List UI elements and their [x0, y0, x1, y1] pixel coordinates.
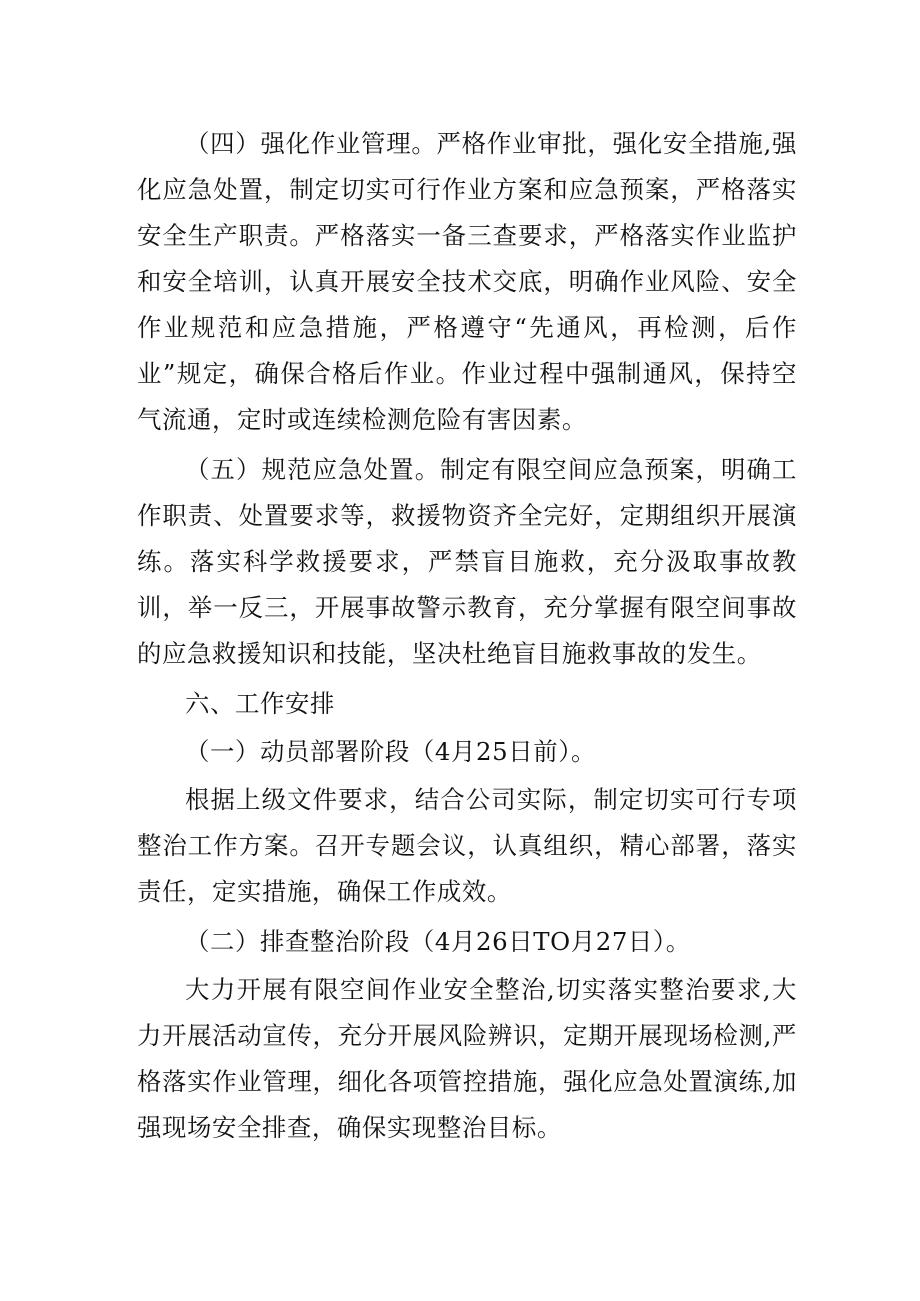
- stage-1-title: （一）动员部署阶段（4月25日前）。: [185, 737, 597, 766]
- paragraph-section-5: （五）规范应急处置。制定有限空间应急预案，明确工作职责、处置要求等，救援物资齐全完好，定期组织开展演练。落实科学救援要求，严禁盲目施救，充分汲取事故教训，举一反三，开展事故警示教育，充分掌握有限空间事故的应急救援知识和技能，坚决杜绝盲目施救事故的发生。: [137, 455, 797, 668]
- document-body: [137, 121, 797, 1155]
- stage-2-body: 大力开展有限空间作业安全整治,切实落实整治要求,大力开展活动宣传，充分开展风险辨识，定期开展现场检测,严格落实作业管理，细化各项管控措施，强化应急处置演练,加强现场安全排查，确保实现整治目标。: [137, 975, 797, 1142]
- stage-2-title: （二）排查整治阶段（4月26日TO月27日）。: [185, 927, 691, 956]
- paragraph-section-4: （四）强化作业管理。严格作业审批，强化安全措施,强化应急处置，制定切实可行作业方案和应急预案，严格落实安全生产职责。严格落实一备三查要求，严格落实作业监护和安全培训，认真开展安全技术交底，明确作业风险、安全作业规范和应急措施，严格遵守“先通风，再检测，后作业”规定，确保合格后作业。作业过程中强制通风，保持空气流通，定时或连续检测危险有害因素。: [137, 129, 797, 434]
- heading-work-arrangement: 六、工作安排: [185, 689, 335, 718]
- stage-1-body: 根据上级文件要求，结合公司实际，制定切实可行专项整治工作方案。召开专题会议，认真组织，精心部署，落实责任，定实措施，确保工作成效。: [137, 785, 797, 906]
